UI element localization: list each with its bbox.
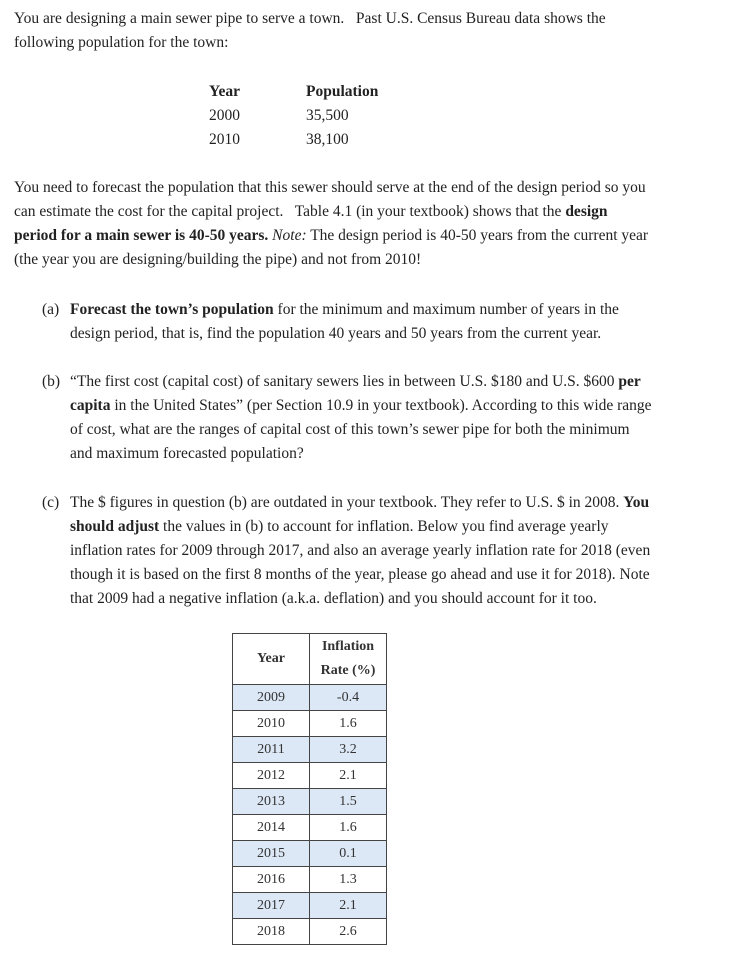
year-cell: 2016	[233, 867, 310, 893]
rate-cell: 2.1	[310, 893, 387, 919]
rate-cell: 3.2	[310, 737, 387, 763]
header-population: Population	[306, 83, 379, 100]
question-line	[70, 515, 720, 539]
table-row	[233, 919, 387, 945]
rate-cell: -0.4	[310, 685, 387, 711]
table-row	[233, 737, 387, 763]
question-line: though it is based on the first 8 months of the year, please go ahead and use it for 2018). Note	[70, 566, 650, 583]
inflation-table	[232, 633, 387, 945]
intro-line: following population for the town:	[14, 34, 229, 51]
table-row	[209, 104, 409, 128]
text-span: for the minimum and maximum number of years in the	[273, 301, 619, 318]
text-span: The $ figures in question (b) are outdated in your textbook. They refer to U.S. $ in 2008.	[70, 494, 624, 511]
intro-paragraph	[14, 7, 726, 55]
question-line: design period, that is, find the population 40 years and 50 years from the current year.	[70, 325, 602, 342]
bold-span: design	[565, 203, 608, 220]
bold-span: Forecast the town’s population	[70, 301, 274, 318]
header-year: Year	[233, 634, 310, 685]
population-table	[209, 80, 409, 152]
text-span: can estimate the cost for the capital project. Table 4.1 (in your textbook) shows that the	[14, 203, 566, 220]
table-row	[233, 841, 387, 867]
bold-span: capita	[70, 397, 111, 414]
paragraph-line: You need to forecast the population that this sewer should serve at the end of the design period so you	[14, 179, 646, 196]
table-row	[233, 763, 387, 789]
text-span: in the United States” (per Section 10.9 in your textbook). According to this wide range	[110, 397, 652, 414]
question-label: (a)	[42, 301, 60, 318]
table-row	[233, 893, 387, 919]
population-cell: 38,100	[306, 131, 349, 148]
question-line: and maximum forecasted population?	[70, 445, 304, 462]
rate-cell: 1.6	[310, 815, 387, 841]
population-cell: 35,500	[306, 107, 349, 124]
question-line	[70, 370, 720, 394]
text-span: “The first cost (capital cost) of sanitary sewers lies in between U.S. $180 and U.S. $600	[70, 373, 619, 390]
question-text	[70, 370, 720, 466]
table-row	[233, 711, 387, 737]
year-cell: 2014	[233, 815, 310, 841]
text-span: the values in (b) to account for inflation. Below you find average yearly	[159, 518, 609, 535]
bold-span: You	[623, 494, 650, 511]
year-cell: 2000	[209, 107, 240, 124]
paragraph-line	[14, 200, 726, 224]
header-rate-line: Inflation	[321, 639, 375, 654]
question-line	[70, 394, 720, 418]
question-line: of cost, what are the ranges of capital cost of this town’s sewer pipe for both the minimum	[70, 421, 630, 438]
intro-line: You are designing a main sewer pipe to serve a town. Past U.S. Census Bureau data shows the	[14, 10, 606, 27]
rate-cell: 1.5	[310, 789, 387, 815]
question-line: that 2009 had a negative inflation (a.k.a. deflation) and you should account for it too.	[70, 590, 597, 607]
question-label: (b)	[42, 373, 61, 390]
italic-span: Note:	[272, 227, 307, 244]
paragraph-line: (the year you are designing/building the pipe) and not from 2010!	[14, 251, 422, 268]
table-row	[233, 867, 387, 893]
population-table-header	[209, 80, 409, 104]
forecast-paragraph	[14, 176, 726, 272]
bold-span: per	[618, 373, 641, 390]
question-line	[70, 298, 720, 322]
table-row	[233, 685, 387, 711]
paragraph-line	[14, 224, 726, 248]
year-cell: 2017	[233, 893, 310, 919]
question-line	[70, 491, 720, 515]
table-row	[233, 815, 387, 841]
question-text	[70, 298, 720, 346]
header-inflation-rate	[310, 634, 387, 685]
rate-cell: 0.1	[310, 841, 387, 867]
rate-cell: 1.6	[310, 711, 387, 737]
bold-span: period for a main sewer is 40-50 years.	[14, 227, 269, 244]
table-row	[233, 789, 387, 815]
question-line: inflation rates for 2009 through 2017, and also an average yearly inflation rate for 2018 (even	[70, 542, 651, 559]
question-label: (c)	[42, 494, 60, 511]
year-cell: 2009	[233, 685, 310, 711]
inflation-table-body	[233, 685, 387, 945]
year-cell: 2010	[209, 131, 240, 148]
rate-cell: 2.1	[310, 763, 387, 789]
question-text	[70, 491, 720, 611]
bold-span: should adjust	[70, 518, 160, 535]
year-cell: 2011	[233, 737, 310, 763]
header-year: Year	[209, 83, 240, 100]
header-rate-line: Rate (%)	[320, 663, 376, 678]
year-cell: 2015	[233, 841, 310, 867]
year-cell: 2018	[233, 919, 310, 945]
year-cell: 2010	[233, 711, 310, 737]
rate-cell: 1.3	[310, 867, 387, 893]
inflation-table-header	[233, 634, 387, 685]
year-cell: 2013	[233, 789, 310, 815]
table-row	[209, 128, 409, 152]
rate-cell: 2.6	[310, 919, 387, 945]
year-cell: 2012	[233, 763, 310, 789]
text-span: The design period is 40-50 years from the current year	[306, 227, 649, 244]
